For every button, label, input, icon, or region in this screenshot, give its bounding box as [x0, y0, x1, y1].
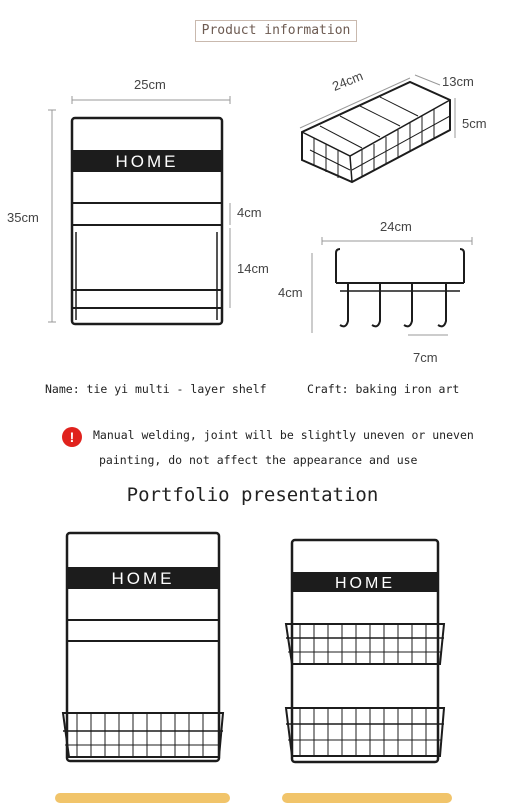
width-label: 25cm — [134, 77, 166, 92]
portfolio-left-home-label: HOME — [111, 569, 175, 588]
hook-spacing-label: 7cm — [413, 350, 438, 365]
home-label: HOME — [115, 152, 179, 171]
shelf-dimension-diagram — [0, 60, 260, 340]
notice-line-2: painting, do not affect the appearance and use — [99, 453, 418, 467]
basket-height-label: 5cm — [462, 116, 487, 131]
gap-large-label: 14cm — [237, 261, 269, 276]
basket-outline — [302, 82, 450, 182]
product-name: Name: tie yi multi - layer shelf — [45, 382, 267, 396]
hook-diagram — [300, 225, 500, 355]
bottom-bar-left — [55, 793, 230, 803]
notice-line-1: Manual welding, joint will be slightly uneven or uneven — [93, 428, 474, 442]
portfolio-image-right — [280, 530, 450, 765]
hook-length-label: 24cm — [380, 219, 412, 234]
height-label: 35cm — [7, 210, 39, 225]
portfolio-title: Portfolio presentation — [126, 484, 379, 506]
hook-height-label: 4cm — [278, 285, 303, 300]
basket-length-label: 24cm — [330, 68, 366, 94]
portfolio-image-left — [55, 525, 235, 765]
portfolio-right-home-label: HOME — [335, 575, 395, 592]
warning-icon: ! — [62, 427, 82, 447]
bottom-bar-right — [282, 793, 452, 803]
basket-depth-label: 13cm — [442, 74, 474, 89]
gap-small-label: 4cm — [237, 205, 262, 220]
product-information-title: Product information — [195, 20, 357, 42]
shelf-frame — [72, 118, 222, 324]
product-craft: Craft: baking iron art — [307, 382, 460, 396]
